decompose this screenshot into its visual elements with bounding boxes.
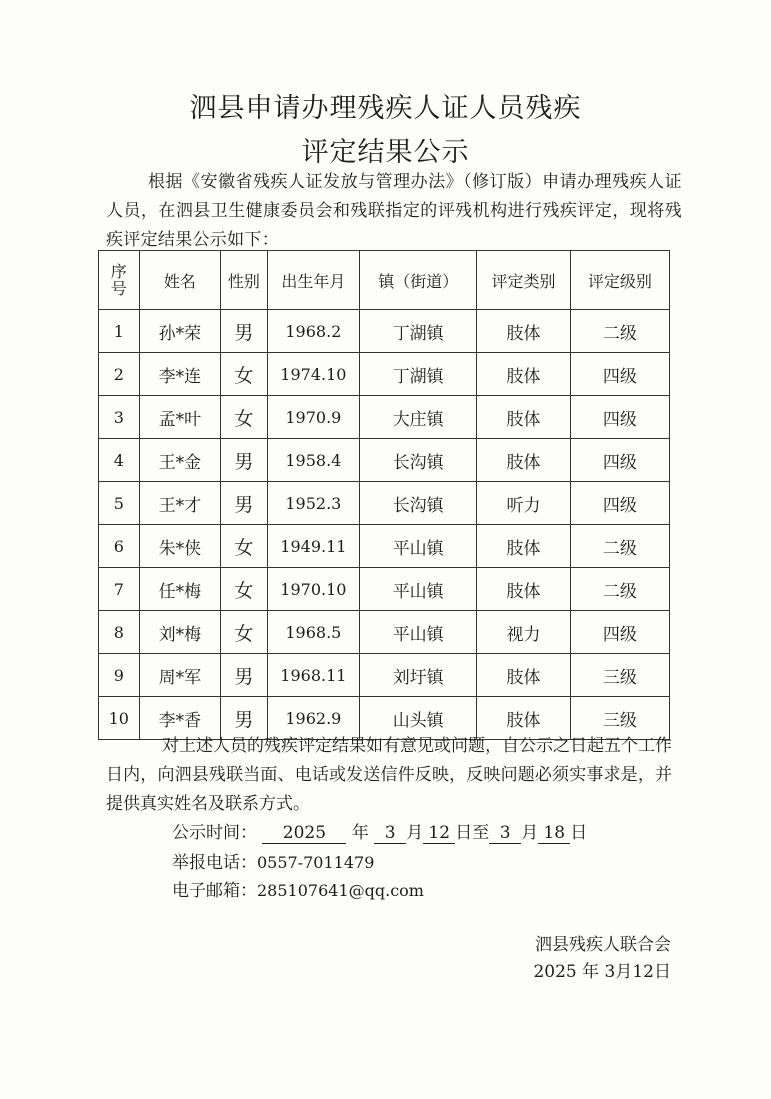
signature-date: 2025 年 3月12日 — [533, 962, 671, 982]
cell-no: 5 — [99, 482, 140, 525]
period-month-unit: 月 — [406, 823, 424, 843]
table-row — [99, 568, 670, 611]
page-title-line1: 泗县申请办理残疾人证人员残疾 — [189, 93, 582, 124]
header-gender: 性别 — [221, 251, 267, 310]
cell-name: 孟*叶 — [139, 396, 221, 439]
cell-no: 9 — [99, 654, 140, 697]
cell-birth: 1970.10 — [267, 568, 359, 611]
period-label: 公示时间： — [172, 823, 257, 843]
cell-no: 7 — [99, 568, 140, 611]
period-end-day-unit: 日 — [570, 823, 588, 843]
report-phone — [172, 848, 374, 873]
period-end-day: 18 — [538, 823, 570, 844]
cell-town: 大庄镇 — [360, 396, 477, 439]
cell-no: 8 — [99, 611, 140, 654]
cell-gender: 女 — [221, 353, 267, 396]
cell-gender: 女 — [221, 525, 267, 568]
table-row — [99, 482, 670, 525]
table-row — [99, 396, 670, 439]
results-table — [98, 250, 670, 740]
table-row — [99, 654, 670, 697]
cell-town: 平山镇 — [360, 611, 477, 654]
cell-birth: 1968.5 — [267, 611, 359, 654]
table-row — [99, 310, 670, 353]
cell-type: 肢体 — [477, 568, 570, 611]
email-label: 电子邮箱： — [172, 881, 257, 901]
cell-type: 肢体 — [477, 439, 570, 482]
table-body — [99, 310, 670, 740]
cell-birth: 1958.4 — [267, 439, 359, 482]
cell-level: 四级 — [570, 439, 669, 482]
cell-town: 山头镇 — [360, 697, 477, 740]
table-header-row — [99, 251, 670, 310]
cell-gender: 女 — [221, 568, 267, 611]
cell-no: 6 — [99, 525, 140, 568]
cell-birth: 1968.2 — [267, 310, 359, 353]
period-day-to: 日至 — [455, 823, 490, 843]
table-row — [99, 439, 670, 482]
cell-level: 四级 — [570, 482, 669, 525]
cell-type: 肢体 — [477, 697, 570, 740]
cell-name: 任*梅 — [139, 568, 221, 611]
cell-no: 1 — [99, 310, 140, 353]
phone-value: 0557-7011479 — [257, 853, 375, 872]
cell-gender: 男 — [221, 697, 267, 740]
cell-gender: 女 — [221, 611, 267, 654]
cell-no: 10 — [99, 697, 140, 740]
cell-town: 长沟镇 — [360, 482, 477, 525]
cell-type: 肢体 — [477, 353, 570, 396]
period-year: 2025 — [262, 823, 346, 844]
cell-name: 王*才 — [139, 482, 221, 525]
cell-level: 四级 — [570, 353, 669, 396]
cell-type: 肢体 — [477, 654, 570, 697]
cell-gender: 男 — [221, 482, 267, 525]
period-end-month-unit: 月 — [521, 823, 539, 843]
cell-birth: 1974.10 — [267, 353, 359, 396]
intro-paragraph: 根据《安徽省残疾人证发放与管理办法》（修订版）申请办理残疾人证人员，在泗县卫生健康委员会和残联指定的评残机构进行残疾评定，现将残疾评定结果公示如下： — [106, 172, 682, 250]
cell-level: 三级 — [570, 654, 669, 697]
cell-name: 李*连 — [139, 353, 221, 396]
cell-town: 平山镇 — [360, 525, 477, 568]
page-title-line2: 评定结果公示 — [301, 137, 470, 168]
cell-town: 平山镇 — [360, 568, 477, 611]
cell-birth: 1968.11 — [267, 654, 359, 697]
cell-level: 三级 — [570, 697, 669, 740]
cell-birth: 1970.9 — [267, 396, 359, 439]
email-value: 285107641@qq.com — [257, 881, 424, 900]
cell-town: 丁湖镇 — [360, 353, 477, 396]
period-start-day: 12 — [423, 823, 455, 844]
cell-level: 二级 — [570, 310, 669, 353]
cell-name: 刘*梅 — [139, 611, 221, 654]
cell-type: 听力 — [477, 482, 570, 525]
cell-type: 肢体 — [477, 525, 570, 568]
cell-level: 二级 — [570, 568, 669, 611]
header-no — [99, 251, 140, 310]
cell-town: 长沟镇 — [360, 439, 477, 482]
cell-birth: 1962.9 — [267, 697, 359, 740]
cell-name: 王*金 — [139, 439, 221, 482]
cell-gender: 女 — [221, 396, 267, 439]
cell-birth: 1952.3 — [267, 482, 359, 525]
cell-level: 二级 — [570, 525, 669, 568]
header-no-top: 序 — [110, 262, 127, 281]
table-row — [99, 525, 670, 568]
cell-gender: 男 — [221, 310, 267, 353]
cell-level: 四级 — [570, 396, 669, 439]
phone-label: 举报电话： — [172, 853, 257, 873]
header-type: 评定类别 — [477, 251, 570, 310]
notice-paragraph: 对上述人员的残疾评定结果如有意见或问题，自公示之日起五个工作日内，向泗县残联当面、电话或发送信件反映，反映问题必须实事求是，并提供真实姓名及联系方式。 — [106, 736, 672, 814]
cell-town: 丁湖镇 — [360, 310, 477, 353]
cell-no: 3 — [99, 396, 140, 439]
table-row — [99, 353, 670, 396]
cell-town: 刘圩镇 — [360, 654, 477, 697]
cell-type: 肢体 — [477, 310, 570, 353]
cell-no: 2 — [99, 353, 140, 396]
period-end-month: 3 — [489, 823, 521, 844]
signature-org: 泗县残疾人联合会 — [535, 935, 671, 955]
cell-name: 朱*侠 — [139, 525, 221, 568]
report-email — [172, 876, 424, 901]
cell-name: 孙*荣 — [139, 310, 221, 353]
cell-gender: 男 — [221, 439, 267, 482]
header-no-bottom: 号 — [110, 279, 127, 298]
cell-name: 周*军 — [139, 654, 221, 697]
header-birth: 出生年月 — [267, 251, 359, 310]
period-year-unit: 年 — [351, 823, 369, 843]
cell-type: 肢体 — [477, 396, 570, 439]
cell-name: 李*香 — [139, 697, 221, 740]
period-start-month: 3 — [374, 823, 406, 844]
header-town: 镇（街道） — [360, 251, 477, 310]
cell-birth: 1949.11 — [267, 525, 359, 568]
header-name: 姓名 — [139, 251, 221, 310]
table-row — [99, 611, 670, 654]
cell-gender: 男 — [221, 654, 267, 697]
cell-no: 4 — [99, 439, 140, 482]
header-level: 评定级别 — [570, 251, 669, 310]
cell-type: 视力 — [477, 611, 570, 654]
cell-level: 四级 — [570, 611, 669, 654]
publicity-period — [172, 818, 587, 844]
